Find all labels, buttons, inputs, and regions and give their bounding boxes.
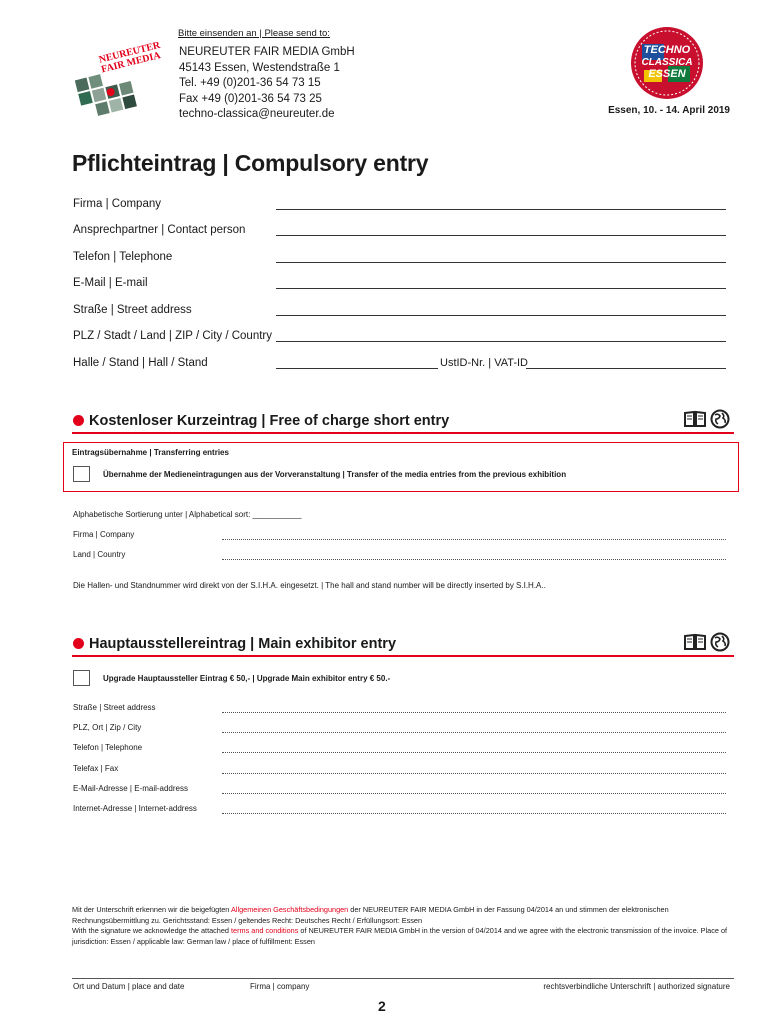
section-divider — [72, 655, 734, 657]
authorized-signature-label: rechtsverbindliche Unterschrift | authorized signature — [543, 982, 730, 991]
fax: Fax +49 (0)201-36 54 73 25 — [179, 92, 322, 105]
contact-person-field[interactable] — [276, 235, 726, 236]
page-number: 2 — [378, 998, 386, 1014]
main-telephone-field[interactable] — [222, 752, 726, 753]
upgrade-option-label: Upgrade Hauptaussteller Eintrag € 50,- | Upgrade Main exhibitor entry € 50.- — [103, 674, 391, 683]
terms-link-english[interactable]: terms and conditions — [231, 926, 299, 935]
zip-city-country-field[interactable] — [276, 341, 726, 342]
techno-classica-logo — [630, 26, 704, 100]
field-label-street: Straße | Street address — [73, 304, 192, 316]
svg-text:ESSEN: ESSEN — [648, 68, 686, 80]
main-entry-title-text: Hauptausstellereintrag | Main exhibitor entry — [89, 636, 397, 652]
main-entry-title — [73, 636, 396, 652]
street-field[interactable] — [276, 315, 726, 316]
main-internet-field[interactable] — [222, 813, 726, 814]
main-email-field[interactable] — [222, 793, 726, 794]
short-field-label-company: Firma | Company — [73, 530, 135, 539]
transfer-option-label: Übernahme der Medieneintragungen aus der Vorveranstaltung | Transfer of the media entries from the previous exhibition — [103, 470, 567, 479]
book-icon — [684, 633, 706, 656]
main-field-label-street: Straße | Street address — [73, 703, 156, 712]
terms-link-german[interactable]: Allgemeinen Geschäftsbedingungen — [231, 905, 349, 914]
telephone: Tel. +49 (0)201-36 54 73 15 — [179, 77, 321, 89]
field-label-company: Firma | Company — [73, 198, 161, 210]
svg-text:CLASSICA: CLASSICA — [641, 57, 693, 68]
hall-stand-note: Die Hallen- und Standnummer wird direkt von der S.I.H.A. eingesetzt. | The hall and stand number will be directly inserted by S.I.H.A.. — [73, 581, 546, 590]
legal-text-german — [72, 905, 736, 926]
upgrade-main-exhibitor-checkbox[interactable] — [73, 670, 90, 686]
neureuter-logo — [68, 40, 174, 118]
field-label-zip-city-country: PLZ / Stadt / Land | ZIP / City / Country — [73, 330, 272, 342]
field-label-email: E-Mail | E-mail — [73, 277, 148, 289]
transfer-heading: Eintragsübernahme | Transferring entries — [72, 448, 229, 457]
main-field-label-internet: Internet-Adresse | Internet-address — [73, 804, 197, 813]
hall-stand-field[interactable] — [276, 368, 438, 369]
main-field-label-zip-city: PLZ, Ort | Zip / City — [73, 723, 142, 732]
short-entry-title-text: Kostenloser Kurzeintrag | Free of charge short entry — [89, 413, 450, 429]
bullet-dot — [73, 415, 84, 426]
legal-text-english — [72, 926, 736, 947]
legal-text — [72, 905, 736, 947]
legal-de-part1: Mit der Unterschrift erkennen wir die beigefügten — [72, 905, 231, 914]
main-fax-field[interactable] — [222, 773, 726, 774]
field-label-telephone: Telefon | Telephone — [73, 251, 173, 263]
vat-id-label: UstID-Nr. | VAT-ID — [440, 357, 529, 369]
legal-en-part2: of NEUREUTER FAIR MEDIA GmbH in the version of 04/2014 and we agree with the electronic transmission of the invoice. Place of jurisdiction: Essen / applicable law: German law / place of fulfillment: Essen — [72, 926, 728, 946]
company-name: NEUREUTER FAIR MEDIA GmbH — [179, 46, 355, 58]
legal-en-part1: With the signature we acknowledge the attached — [72, 926, 232, 935]
book-icon — [684, 410, 706, 433]
bullet-dot — [73, 638, 84, 649]
address-block — [179, 45, 355, 123]
short-entry-title — [73, 413, 449, 429]
email-field[interactable] — [276, 288, 726, 289]
vat-id-field[interactable] — [526, 368, 726, 369]
telephone-field[interactable] — [276, 262, 726, 263]
short-entry-icons — [684, 409, 730, 434]
company-signature-label: Firma | company — [250, 982, 310, 991]
globe-icon — [710, 409, 730, 434]
street-address: 45143 Essen, Westendstraße 1 — [179, 61, 340, 74]
main-zip-city-field[interactable] — [222, 732, 726, 733]
signature-line[interactable] — [72, 978, 734, 979]
logo-text: NEUREUTER FAIR MEDIA — [97, 39, 162, 76]
main-street-field[interactable] — [222, 712, 726, 713]
compulsory-entry-title: Pflichteintrag | Compulsory entry — [72, 150, 429, 176]
svg-text:TECHNO: TECHNO — [643, 44, 691, 56]
main-entry-icons — [684, 632, 730, 657]
alphabetical-sort-label: Alphabetische Sortierung unter | Alphabetical sort: ___________ — [73, 510, 302, 519]
short-company-field[interactable] — [222, 539, 726, 540]
main-field-label-email: E-Mail-Adresse | E-mail-address — [73, 784, 188, 793]
email-address: techno-classica@neureuter.de — [179, 108, 335, 120]
legal-de-part2: der NEUREUTER FAIR MEDIA GmbH in der Fassung 04/2014 an und stimmen der elektronischen Rechnungsübermittlung zu. Gerichtsstand: Essen / geltendes Recht: Deutsches Recht / Erfüllungsort: Essen — [72, 905, 669, 925]
field-label-hall-stand: Halle / Stand | Hall / Stand — [73, 357, 208, 369]
short-country-field[interactable] — [222, 559, 726, 560]
short-field-label-country: Land | Country — [73, 550, 126, 559]
event-date: Essen, 10. - 14. April 2019 — [608, 105, 730, 116]
place-date-label: Ort und Datum | place and date — [73, 982, 185, 991]
transfer-entries-checkbox[interactable] — [73, 466, 90, 482]
section-divider — [72, 432, 734, 434]
send-to-label: Bitte einsenden an | Please send to: — [178, 28, 330, 39]
field-label-contact-person: Ansprechpartner | Contact person — [73, 224, 246, 236]
globe-icon — [710, 632, 730, 657]
company-field[interactable] — [276, 209, 726, 210]
main-field-label-telephone: Telefon | Telephone — [73, 743, 143, 752]
main-field-label-fax: Telefax | Fax — [73, 764, 119, 773]
